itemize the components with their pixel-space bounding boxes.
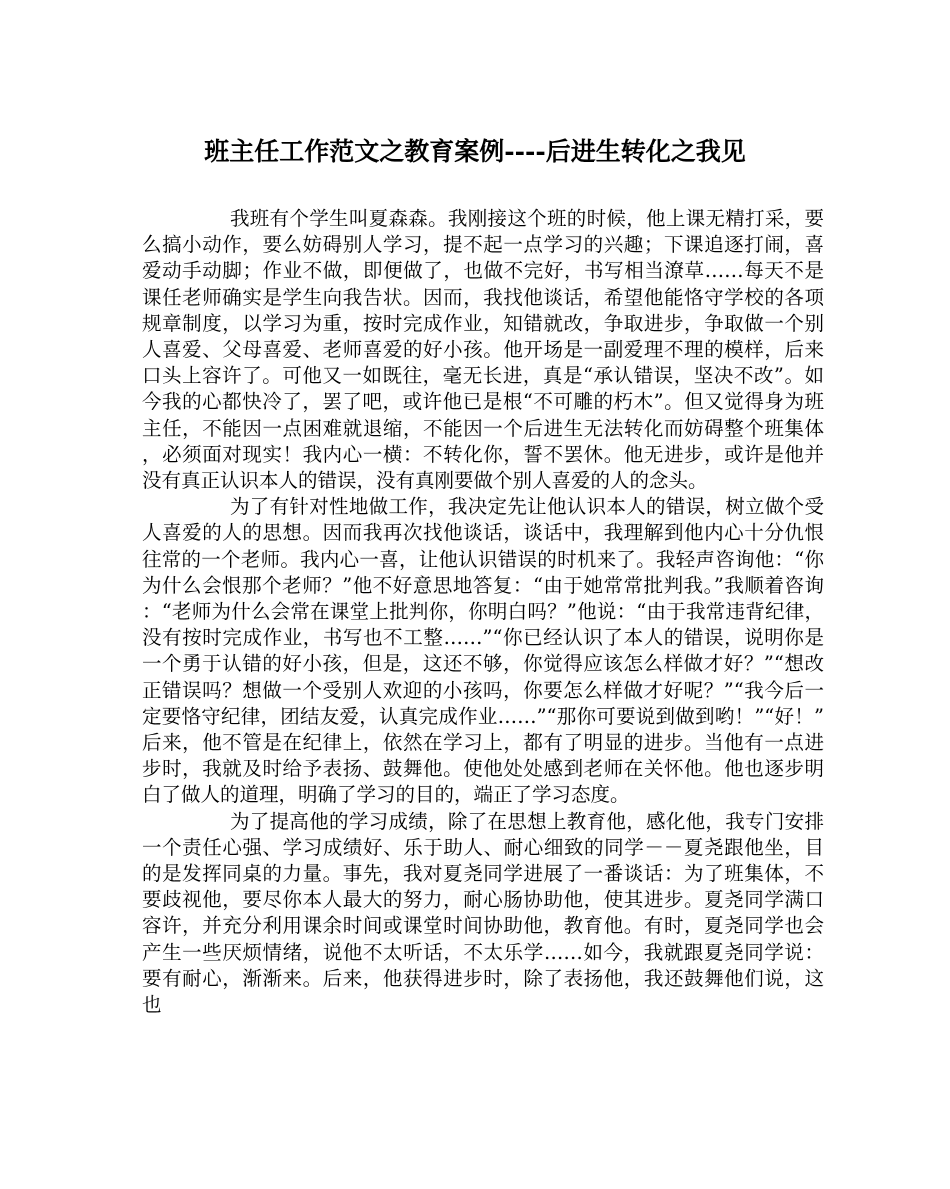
document-body <box>142 206 824 1018</box>
paragraph: 为了有针对性地做工作，我决定先让他认识本人的错误，树立做个受人喜爱的人的思想。因而我再次找他谈话，谈话中，我理解到他内心十分仇恨往常的一个老师。我内心一喜，让他认识错误的时机来了。我轻声咨询他：“你为什么会恨那个老师？”他不好意思地答复：“由于她常常批判我。”我顺着咨询：“老师为什么会常在课堂上批判你，你明白吗？”他说：“由于我常违背纪律，没有按时完成作业，书写也不工整……”“你已经认识了本人的错误，说明你是一个勇于认错的好小孩，但是，这还不够，你觉得应该怎么样做才好？”“想改正错误吗？想做一个受别人欢迎的小孩吗，你要怎么样做才好呢？”“我今后一定要恪守纪律，团结友爱，认真完成作业……”“那你可要说到做到哟！”“好！”后来，他不管是在纪律上，依然在学习上，都有了明显的进步。当他有一点进步时，我就及时给予表扬、鼓舞他。使他处处感到老师在关怀他。他也逐步明白了做人的道理，明确了学习的目的，端正了学习态度。 <box>142 495 824 807</box>
paragraph: 我班有个学生叫夏森森。我刚接这个班的时候，他上课无精打采，要么搞小动作，要么妨碍别人学习，提不起一点学习的兴趣；下课追逐打闹，喜爱动手动脚；作业不做，即便做了，也做不完好，书写相当潦草……每天不是课任老师确实是学生向我告状。因而，我找他谈话，希望他能恪守学校的各项规章制度，以学习为重，按时完成作业，知错就改，争取进步，争取做一个别人喜爱、父母喜爱、老师喜爱的好小孩。他开场是一副爱理不理的模样，后来口头上容许了。可他又一如既往，毫无长进，真是“承认错误，坚决不改”。如今我的心都快冷了，罢了吧，或许他已是根“不可雕的朽木”。但又觉得身为班主任，不能因一点困难就退缩，不能因一个后进生无法转化而妨碍整个班集体，必须面对现实！我内心一横：不转化你，誓不罢休。他无进步，或许是他并没有真正认识本人的错误，没有真刚要做个别人喜爱的人的念头。 <box>142 207 824 493</box>
document-title: 班主任工作范文之教育案例----后进生转化之我见 <box>204 137 746 166</box>
paragraph: 为了提高他的学习成绩，除了在思想上教育他，感化他，我专门安排一个责任心强、学习成绩好、乐于助人、耐心细致的同学－－夏尧跟他坐，目的是发挥同桌的力量。事先，我对夏尧同学进展了一番谈话：为了班集体，不要歧视他，要尽你本人最大的努力，耐心肠协助他，使其进步。夏尧同学满口容许，并充分利用课余时间或课堂时间协助他，教育他。有时，夏尧同学也会产生一些厌烦情绪，说他不太听话，不太乐学……如今，我就跟夏尧同学说：要有耐心，渐渐来。后来，他获得进步时，除了表扬他，我还鼓舞他们说，这也 <box>142 809 824 1017</box>
